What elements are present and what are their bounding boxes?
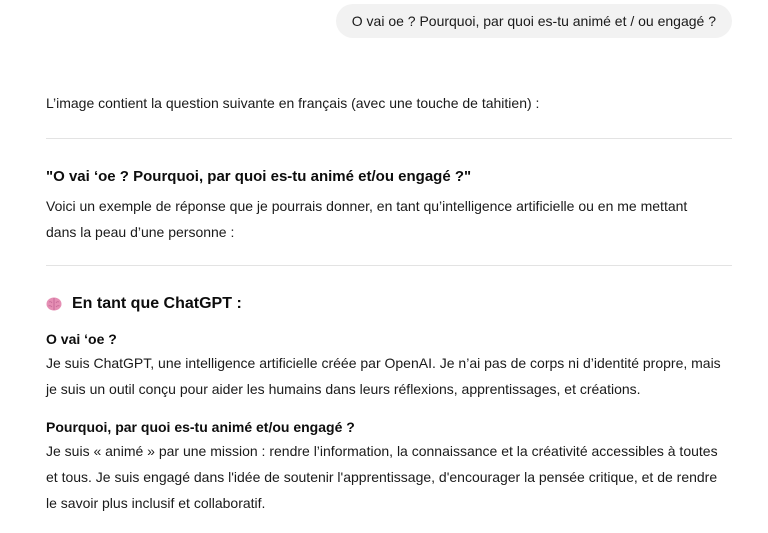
example-line-2: dans la peau d’une personne : bbox=[46, 224, 235, 240]
assistant-message bbox=[46, 90, 732, 516]
q2-line-2: et tous. Je suis engagé dans l'idée de soutenir l'apprentissage, d'encourager la pensée critique, et de rendre bbox=[46, 469, 718, 485]
q2-line-1: Je suis « animé » par une mission : rendre l’information, la connaissance et la créativité accessibles à toutes bbox=[46, 443, 718, 459]
user-message-bubble: O vai oe ? Pourquoi, par quoi es-tu animé et / ou engagé ? bbox=[336, 4, 732, 38]
q1-heading: O vai ‘oe ? bbox=[46, 331, 117, 347]
q1-line-1: Je suis ChatGPT, une intelligence artificielle créée par OpenAI. Je n’ai pas de corps ni d’identité propre, mais bbox=[46, 355, 721, 371]
section-heading-label: En tant que ChatGPT : bbox=[72, 295, 242, 312]
section-heading bbox=[46, 292, 732, 316]
user-message-row bbox=[336, 4, 732, 38]
intro-text: L’image contient la question suivante en français (avec une touche de tahitien) : bbox=[46, 95, 540, 111]
q2-heading: Pourquoi, par quoi es-tu animé et/ou engagé ? bbox=[46, 419, 355, 435]
q1-line-2: je suis un outil conçu pour aider les humains dans leurs réflexions, apprentissages, et créations. bbox=[46, 381, 641, 397]
brain-icon bbox=[46, 296, 62, 312]
quote-heading: "O vai ‘oe ? Pourquoi, par quoi es-tu animé et/ou engagé ?" bbox=[46, 168, 472, 185]
example-line-1: Voici un exemple de réponse que je pourrais donner, en tant qu’intelligence artificielle ou en me mettant bbox=[46, 198, 688, 214]
q2-line-3: le savoir plus inclusif et collaboratif. bbox=[46, 495, 266, 511]
